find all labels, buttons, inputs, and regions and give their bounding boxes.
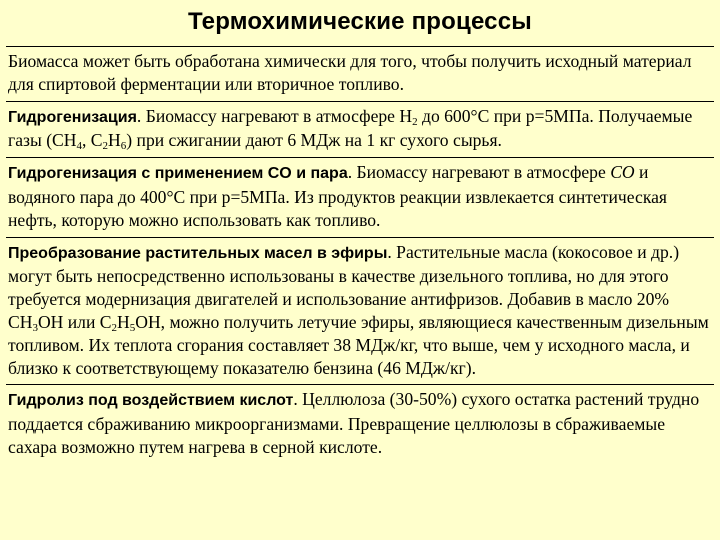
paragraph-hydrolysis: Гидролиз под воздействием кислот. Целлюлоза (30-50%) сухого остатка растений трудно поддается сбраживанию микроорганизмами. Превращение целлюлозы в сбраживаемые сахара возможно путем нагрева в серной кислоте. [8,389,700,457]
hydrogenation-heading: Гидрогенизация [8,108,137,126]
paragraph-hydrogenation-co: Гидрогенизация с применением CO и пара. Биомассу нагревают в атмосфере CO и водяного пара до 400°C при p=5МПа. Из продуктов реакции извлекается синтетическая нефть, которую можно использовать как топливо. [8,162,668,230]
hydrogenation-co-heading: Гидрогенизация с применением CO и пара [8,165,348,183]
paragraph-esters: Преобразование растительных масел в эфиры. Растительные масла (кокосовое и др.) могут быть непосредственно использованы в качестве дизельного топлива, но для этого требуется модернизация двигателей и использование антифризов. Добавив в масло 20% $CH_3OH$ или $C_2H_5OH$, можно получить летучие эфиры, являющиеся качественным дизельным топливом. Их теплота сгорания составляет 38 МДж/кг, что выше, чем у исходного масла, и близко к соответствующему показателю бензина (46 МДж/кг). [8,241,709,378]
paragraph-intro [6,47,714,101]
esters-heading: Преобразование растительных масел в эфиры [8,244,388,262]
slide-content [6,46,714,464]
slide-title: Термохимические процессы [188,8,532,35]
hydrolysis-heading: Гидролиз под воздействием кислот [8,392,294,410]
intro-text: Биомасса может быть обработана химически для того, чтобы получить исходный материал для спиртовой ферментации или вторичное топливо. [8,51,692,94]
paragraph-hydrogenation: Гидрогенизация. Биомассу нагревают в атмосфере $H_2$ до 600°C при p=5МПа. Получаемые газы ($CH_4$, $C_2H_6$) при сжигании дают 6 МДж на 1 кг сухого сырья. [8,105,693,153]
